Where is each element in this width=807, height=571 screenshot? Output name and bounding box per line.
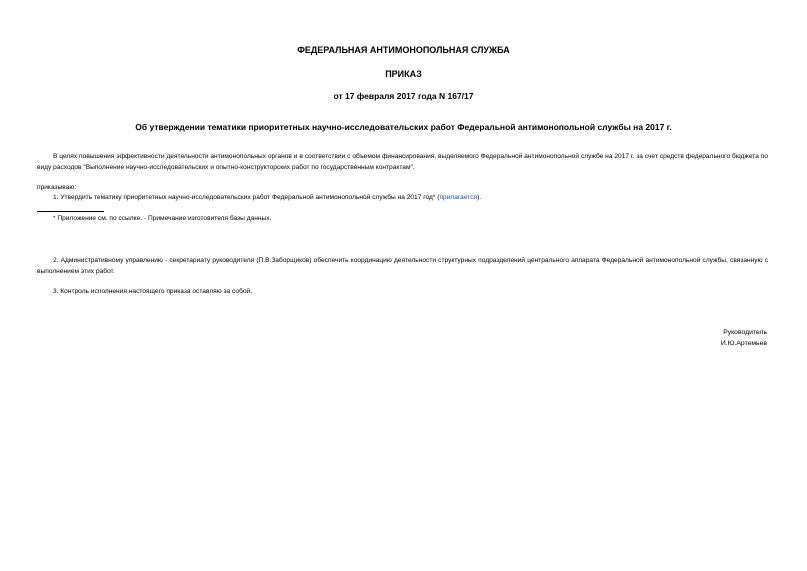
order-verb: приказываю: [37, 184, 77, 191]
footnote: * Приложение см. по ссылке. - Примечание изготовителя базы данных. [53, 215, 272, 222]
order-item-1-text: 1. Утвердить тематику приоритетных научно-исследовательских работ Федеральной антимонопольной службы на 2017 год* ( [53, 194, 440, 201]
signatory-name: И.Ю.Артемьев [720, 340, 767, 347]
organization-name: ФЕДЕРАЛЬНАЯ АНТИМОНОПОЛЬНАЯ СЛУЖБА [297, 45, 510, 55]
order-item-1-end: ). [477, 194, 482, 201]
attachment-link[interactable]: прилагается [439, 194, 478, 201]
document-title: Об утверждении тематики приоритетных научно-исследовательских работ Федеральной антимонопольной службы на 2017 г. [135, 122, 672, 132]
preamble-paragraph: В целях повышения эффективности деятельности антимонопольных органов и в соответствии с объемом финансирования, выделяемого Федеральной антимонопольной службе на 2017 г. за счет средств федерального бюджета по виду расходов "Выполнение научно-исследовательских и опытно-конструкторских работ по государственным контрактам", [37, 153, 768, 171]
order-item-2: 2. Административному управлению - секретариату руководителя (П.В.Заборщиков) обеспечить координацию деятельности структурных подразделений центрального аппарата Федеральной антимонопольной службы, связанную с выполнением этих работ. [37, 257, 768, 275]
order-item-1 [37, 193, 768, 204]
order-date-number: от 17 февраля 2017 года N 167/17 [333, 91, 474, 101]
footnote-divider [37, 211, 104, 212]
order-item-3: 3. Контроль исполнения настоящего приказа оставляю за собой. [53, 288, 253, 295]
signatory-role: Руководитель [723, 329, 767, 336]
document-type: ПРИКАЗ [385, 69, 422, 79]
